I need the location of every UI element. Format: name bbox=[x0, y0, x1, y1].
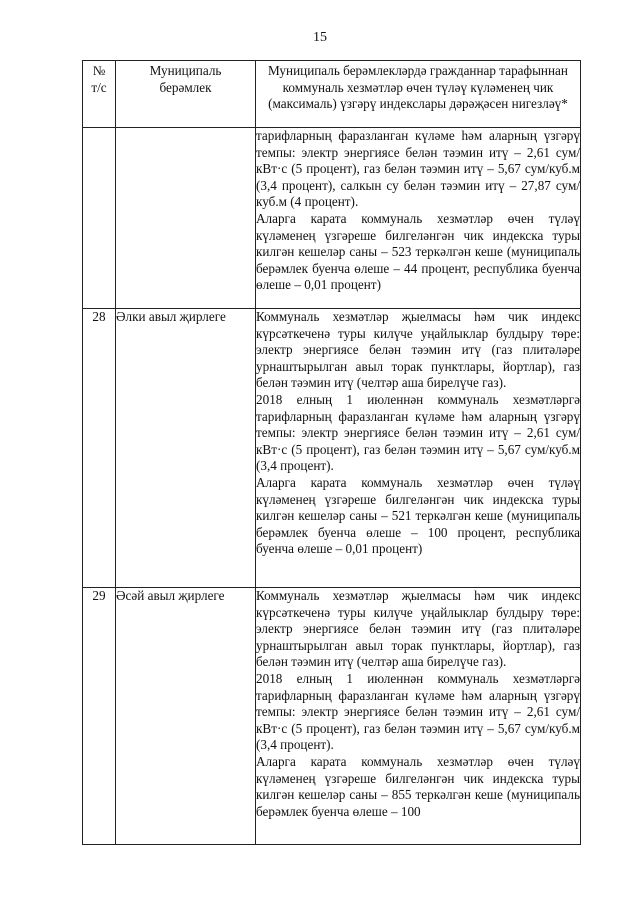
row-municipality: Әлки авыл җирлеге bbox=[116, 309, 256, 588]
row-paragraph: Аларга карата коммуналь хезмәтләр өчен түләү күләменең үзгәреше билгеләнгән чик индекска туры килгән кешеләр саны – 523 теркәлгән кеше (муниципаль берәмлек буенча өлеше – 44 процент, республика буенча өлеше – 0,01 процент) bbox=[256, 210, 580, 293]
municipal-index-table bbox=[82, 60, 581, 845]
row-number bbox=[83, 128, 116, 309]
row-paragraph: Аларга карата коммуналь хезмәтләр өчен түләү күләменең үзгәреше билгеләнгән чик индекска туры килгән кешеләр саны – 855 теркәлгән кеше (муниципаль берәмлек буенча өлеше – 100 bbox=[256, 753, 580, 819]
row-paragraph: 2018 елның 1 июленнән коммуналь хезмәтләргә тарифларның фаразланган күләме һәм аларның үзгәрү темпы: электр энергиясе белән тәэмин итү – 2,61 сум/кВт·с (5 процент), газ белән тәэмин итү – 5,67 сум/куб.м (3,4 процент). bbox=[256, 670, 580, 753]
row-paragraph: тарифларның фаразланган күләме һәм аларның үзгәрү темпы: электр энергиясе белән тәэмин итү – 2,61 сум/кВт·с (5 процент), газ белән тәэмин итү – 5,67 сум/куб.м (3,4 процент), салкын су белән тәэмин итү – 27,87 сум/куб.м (4 процент). bbox=[256, 128, 580, 210]
row-paragraph: Аларга карата коммуналь хезмәтләр өчен түләү күләменең үзгәреше билгеләнгән чик индекска туры килгән кешеләр саны – 521 теркәлгән кеше (муниципаль берәмлек буенча өлеше – 100 процент, республика буенча өлеше – 0,01 процент) bbox=[256, 474, 580, 557]
row-number: 29 bbox=[83, 588, 116, 845]
row-paragraph: Коммуналь хезмәтләр җыелмасы һәм чик индекс күрсәткеченә туры килүче уңайлыклар булдыру төре: электр энергиясе белән тәэмин итү (газ плитәләре урнаштырылган авыл торак пунктлары, йортлар), газ белән тәэмин итү (чeлтәр аша бирелүче газ). bbox=[256, 309, 580, 391]
row-paragraph: Коммуналь хезмәтләр җыелмасы һәм чик индекс күрсәткеченә туры килүче уңайлыклар булдыру төре: электр энергиясе белән тәэмин итү (газ плитәләре урнаштырылган авыл торак пунктлары, йортлар), газ белән тәэмин итү (чeлтәр аша бирелүче газ). bbox=[256, 588, 580, 670]
row-description bbox=[256, 309, 581, 588]
row-description bbox=[256, 588, 581, 845]
table-row bbox=[83, 309, 581, 588]
header-number: № т/с bbox=[83, 61, 116, 128]
table-row bbox=[83, 588, 581, 845]
row-paragraph: 2018 елның 1 июленнән коммуналь хезмәтләргә тарифларның фаразланган күләме һәм аларның үзгәрү темпы: электр энергиясе белән тәэмин итү – 2,61 сум/кВт·с (5 процент), газ белән тәэмин итү – 5,67 сум/куб.м (3,4 процент). bbox=[256, 391, 580, 474]
table-header-row bbox=[83, 61, 581, 128]
header-justification: Муниципаль берәмлекләрдә гражданнар тарафыннан коммуналь хезмәтләр өчен түләү күләменең чик (максималь) үзгәрү индекслары дәрәҗәсен нигезләү* bbox=[256, 61, 581, 128]
row-description bbox=[256, 128, 581, 309]
row-number: 28 bbox=[83, 309, 116, 588]
table-row bbox=[83, 128, 581, 309]
header-municipality: Муниципаль берәмлек bbox=[116, 61, 256, 128]
row-municipality bbox=[116, 128, 256, 309]
page-number: 15 bbox=[313, 30, 327, 45]
row-municipality: Әсәй авыл җирлеге bbox=[116, 588, 256, 845]
